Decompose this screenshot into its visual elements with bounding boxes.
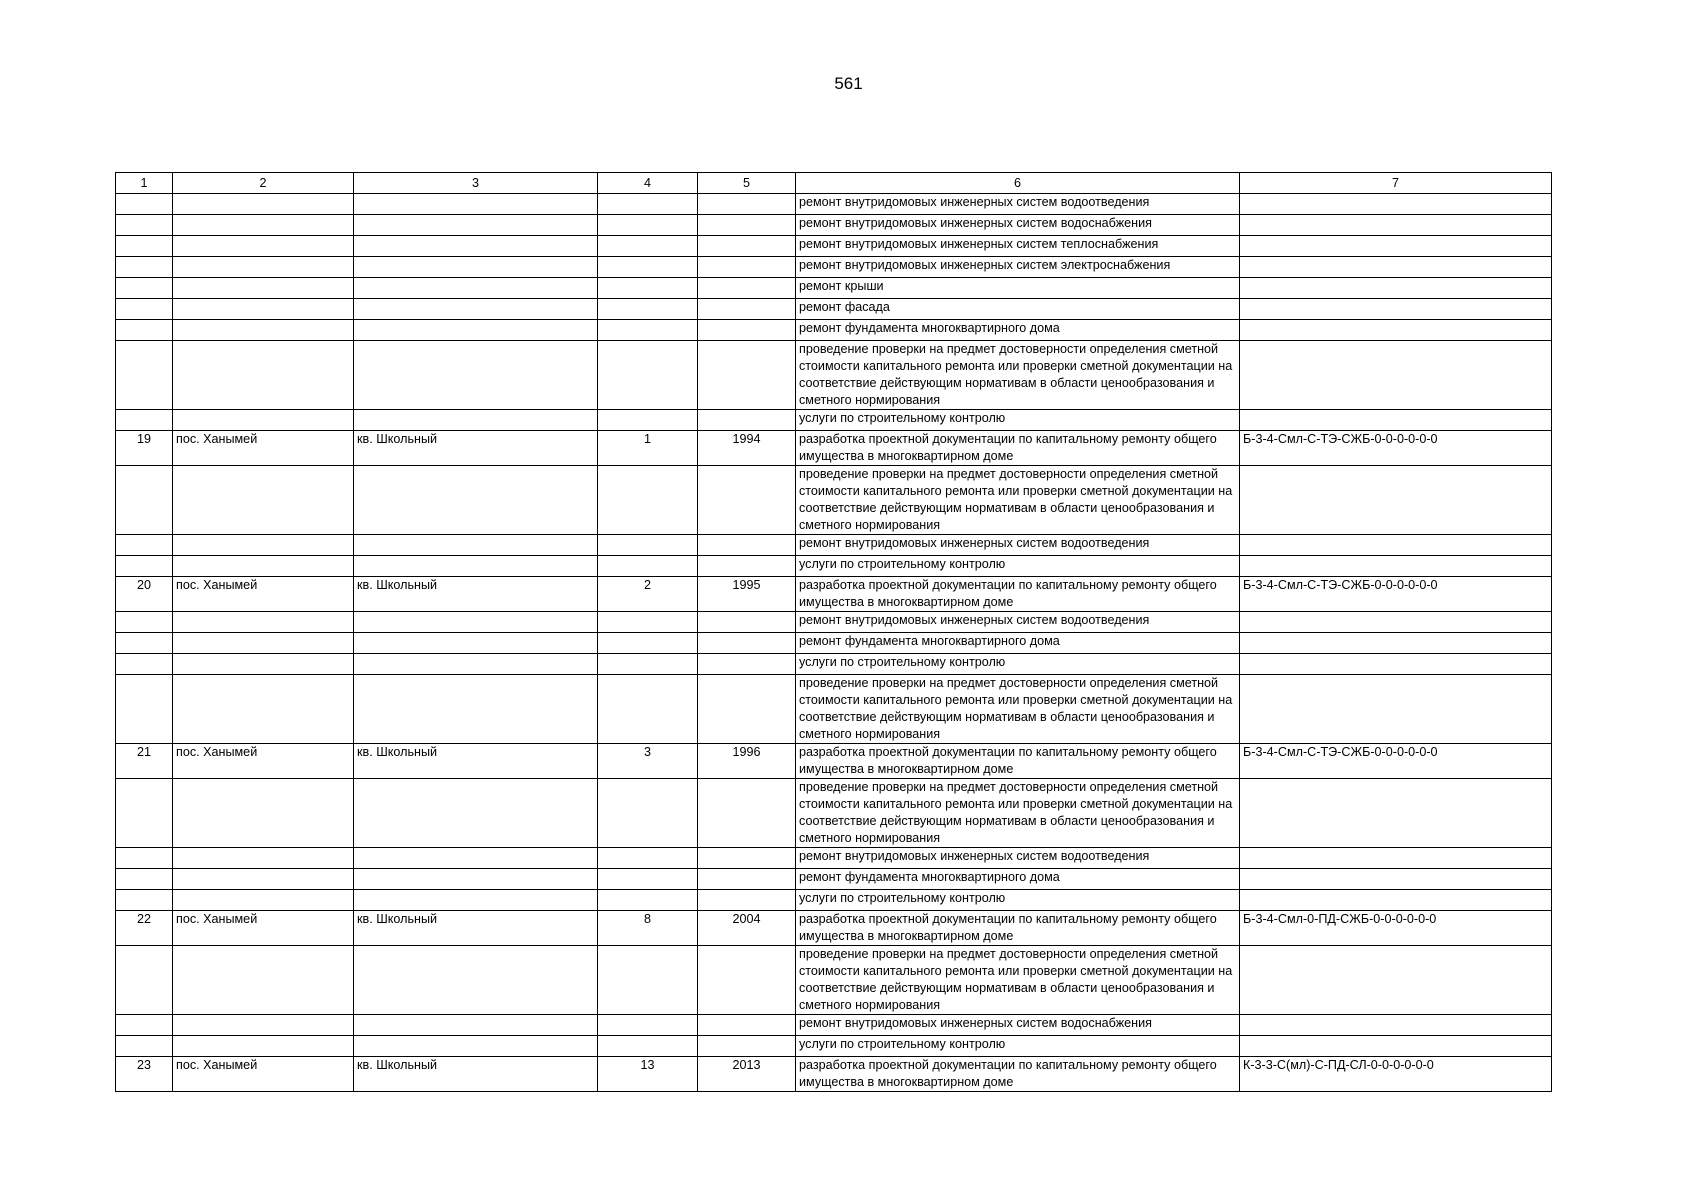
cell-settlement: пос. Ханымей — [173, 911, 354, 946]
cell-code — [1240, 466, 1552, 535]
cell-street — [354, 535, 598, 556]
cell-house: 3 — [598, 744, 698, 779]
cell-street — [354, 654, 598, 675]
cell-work-type: ремонт внутридомовых инженерных систем теплоснабжения — [796, 236, 1240, 257]
table-row — [116, 1015, 1552, 1036]
cell-street — [354, 299, 598, 320]
cell-year — [698, 848, 796, 869]
column-number-row — [116, 173, 1552, 194]
table-row — [116, 320, 1552, 341]
cell-year — [698, 466, 796, 535]
cell-code — [1240, 215, 1552, 236]
cell-number — [116, 946, 173, 1015]
cell-house: 13 — [598, 1057, 698, 1092]
cell-settlement — [173, 633, 354, 654]
cell-house — [598, 341, 698, 410]
cell-year — [698, 1036, 796, 1057]
table-row — [116, 535, 1552, 556]
cell-street — [354, 1015, 598, 1036]
cell-house — [598, 1036, 698, 1057]
cell-street — [354, 556, 598, 577]
cell-code — [1240, 869, 1552, 890]
cell-settlement — [173, 654, 354, 675]
cell-number: 21 — [116, 744, 173, 779]
cell-work-type: разработка проектной документации по капитальному ремонту общего имущества в многоквартирном доме — [796, 1057, 1240, 1092]
cell-year: 1995 — [698, 577, 796, 612]
cell-street — [354, 341, 598, 410]
table-row — [116, 431, 1552, 466]
cell-year: 2004 — [698, 911, 796, 946]
table-row — [116, 257, 1552, 278]
cell-street — [354, 410, 598, 431]
cell-house — [598, 779, 698, 848]
cell-street — [354, 633, 598, 654]
cell-year: 2013 — [698, 1057, 796, 1092]
cell-settlement — [173, 946, 354, 1015]
cell-code — [1240, 946, 1552, 1015]
cell-settlement — [173, 556, 354, 577]
cell-street — [354, 946, 598, 1015]
cell-code — [1240, 1036, 1552, 1057]
cell-work-type: услуги по строительному контролю — [796, 654, 1240, 675]
cell-code — [1240, 1015, 1552, 1036]
cell-number: 23 — [116, 1057, 173, 1092]
cell-work-type: проведение проверки на предмет достоверности определения сметной стоимости капитального ремонта или проверки сметной документации на соответствие действующим нормативам в области ценообразования и сметного нормирования — [796, 466, 1240, 535]
cell-house — [598, 633, 698, 654]
cell-year — [698, 257, 796, 278]
cell-code — [1240, 612, 1552, 633]
cell-year — [698, 215, 796, 236]
cell-settlement — [173, 257, 354, 278]
cell-code — [1240, 410, 1552, 431]
cell-number — [116, 215, 173, 236]
cell-number — [116, 236, 173, 257]
cell-street — [354, 869, 598, 890]
cell-work-type: ремонт фундамента многоквартирного дома — [796, 320, 1240, 341]
cell-code: Б-3-4-Смл-0-ПД-СЖБ-0-0-0-0-0-0 — [1240, 911, 1552, 946]
cell-code — [1240, 675, 1552, 744]
cell-settlement — [173, 1036, 354, 1057]
cell-settlement — [173, 410, 354, 431]
cell-street — [354, 320, 598, 341]
table-row — [116, 577, 1552, 612]
table-row — [116, 466, 1552, 535]
cell-code — [1240, 633, 1552, 654]
cell-year — [698, 612, 796, 633]
cell-house — [598, 946, 698, 1015]
cell-street — [354, 1036, 598, 1057]
cell-settlement — [173, 869, 354, 890]
cell-number — [116, 466, 173, 535]
cell-street — [354, 278, 598, 299]
cell-code — [1240, 890, 1552, 911]
cell-street — [354, 612, 598, 633]
cell-work-type: проведение проверки на предмет достоверности определения сметной стоимости капитального ремонта или проверки сметной документации на соответствие действующим нормативам в области ценообразования и сметного нормирования — [796, 946, 1240, 1015]
cell-house — [598, 556, 698, 577]
page-number: 561 — [834, 74, 863, 93]
cell-year — [698, 1015, 796, 1036]
cell-settlement — [173, 779, 354, 848]
column-header: 7 — [1240, 173, 1552, 194]
cell-number — [116, 869, 173, 890]
cell-work-type: ремонт внутридомовых инженерных систем водоотведения — [796, 535, 1240, 556]
cell-work-type: разработка проектной документации по капитальному ремонту общего имущества в многоквартирном доме — [796, 744, 1240, 779]
cell-street — [354, 890, 598, 911]
cell-year — [698, 194, 796, 215]
cell-work-type: ремонт фундамента многоквартирного дома — [796, 633, 1240, 654]
cell-house — [598, 257, 698, 278]
cell-year — [698, 946, 796, 1015]
table-row — [116, 848, 1552, 869]
cell-house — [598, 869, 698, 890]
cell-code — [1240, 341, 1552, 410]
cell-house — [598, 890, 698, 911]
table-row — [116, 654, 1552, 675]
cell-house — [598, 215, 698, 236]
cell-number — [116, 848, 173, 869]
cell-code — [1240, 257, 1552, 278]
cell-year — [698, 299, 796, 320]
column-header: 4 — [598, 173, 698, 194]
cell-street — [354, 194, 598, 215]
cell-house — [598, 654, 698, 675]
cell-house — [598, 410, 698, 431]
table-row — [116, 236, 1552, 257]
cell-house — [598, 612, 698, 633]
cell-number — [116, 320, 173, 341]
cell-settlement — [173, 1015, 354, 1036]
column-header: 5 — [698, 173, 796, 194]
cell-number: 22 — [116, 911, 173, 946]
cell-year — [698, 869, 796, 890]
table-row — [116, 744, 1552, 779]
cell-work-type: ремонт крыши — [796, 278, 1240, 299]
table-body — [116, 194, 1552, 1092]
cell-code: К-3-3-С(мл)-С-ПД-СЛ-0-0-0-0-0-0 — [1240, 1057, 1552, 1092]
column-header: 2 — [173, 173, 354, 194]
cell-street — [354, 675, 598, 744]
cell-settlement: пос. Ханымей — [173, 744, 354, 779]
table-row — [116, 1057, 1552, 1092]
cell-street — [354, 215, 598, 236]
cell-house — [598, 535, 698, 556]
cell-work-type: ремонт внутридомовых инженерных систем водоснабжения — [796, 1015, 1240, 1036]
cell-code: Б-3-4-Смл-С-ТЭ-СЖБ-0-0-0-0-0-0 — [1240, 744, 1552, 779]
cell-number — [116, 278, 173, 299]
cell-work-type: услуги по строительному контролю — [796, 410, 1240, 431]
cell-number — [116, 257, 173, 278]
table-row — [116, 410, 1552, 431]
cell-house — [598, 848, 698, 869]
table-row — [116, 612, 1552, 633]
cell-work-type: ремонт внутридомовых инженерных систем водоснабжения — [796, 215, 1240, 236]
cell-work-type: проведение проверки на предмет достоверности определения сметной стоимости капитального ремонта или проверки сметной документации на соответствие действующим нормативам в области ценообразования и сметного нормирования — [796, 341, 1240, 410]
cell-code: Б-3-4-Смл-С-ТЭ-СЖБ-0-0-0-0-0-0 — [1240, 431, 1552, 466]
cell-work-type: услуги по строительному контролю — [796, 890, 1240, 911]
cell-year: 1994 — [698, 431, 796, 466]
cell-year — [698, 236, 796, 257]
cell-street — [354, 848, 598, 869]
cell-street: кв. Школьный — [354, 744, 598, 779]
table-row — [116, 869, 1552, 890]
cell-street: кв. Школьный — [354, 431, 598, 466]
cell-number — [116, 890, 173, 911]
cell-number: 20 — [116, 577, 173, 612]
cell-number — [116, 675, 173, 744]
cell-number — [116, 556, 173, 577]
cell-settlement: пос. Ханымей — [173, 431, 354, 466]
cell-street: кв. Школьный — [354, 577, 598, 612]
cell-year — [698, 633, 796, 654]
cell-code — [1240, 194, 1552, 215]
cell-street: кв. Школьный — [354, 911, 598, 946]
cell-number — [116, 779, 173, 848]
cell-code — [1240, 320, 1552, 341]
cell-number — [116, 633, 173, 654]
cell-number — [116, 410, 173, 431]
cell-year — [698, 341, 796, 410]
cell-work-type: разработка проектной документации по капитальному ремонту общего имущества в многоквартирном доме — [796, 911, 1240, 946]
cell-work-type: ремонт внутридомовых инженерных систем водоотведения — [796, 194, 1240, 215]
table-row — [116, 911, 1552, 946]
cell-number — [116, 1015, 173, 1036]
table-row — [116, 278, 1552, 299]
cell-work-type: разработка проектной документации по капитальному ремонту общего имущества в многоквартирном доме — [796, 577, 1240, 612]
table-row — [116, 299, 1552, 320]
cell-year — [698, 278, 796, 299]
cell-settlement — [173, 848, 354, 869]
cell-settlement — [173, 278, 354, 299]
cell-settlement — [173, 466, 354, 535]
cell-work-type: ремонт внутридомовых инженерных систем электроснабжения — [796, 257, 1240, 278]
cell-code: Б-3-4-Смл-С-ТЭ-СЖБ-0-0-0-0-0-0 — [1240, 577, 1552, 612]
table-row — [116, 1036, 1552, 1057]
cell-number — [116, 1036, 173, 1057]
table-row — [116, 194, 1552, 215]
column-header: 3 — [354, 173, 598, 194]
cell-settlement — [173, 890, 354, 911]
cell-street — [354, 257, 598, 278]
cell-code — [1240, 654, 1552, 675]
cell-house — [598, 299, 698, 320]
cell-code — [1240, 779, 1552, 848]
cell-work-type: проведение проверки на предмет достоверности определения сметной стоимости капитального ремонта или проверки сметной документации на соответствие действующим нормативам в области ценообразования и сметного нормирования — [796, 675, 1240, 744]
cell-house: 2 — [598, 577, 698, 612]
cell-work-type: услуги по строительному контролю — [796, 556, 1240, 577]
cell-street: кв. Школьный — [354, 1057, 598, 1092]
cell-number — [116, 612, 173, 633]
cell-number — [116, 654, 173, 675]
cell-house — [598, 320, 698, 341]
table-row — [116, 946, 1552, 1015]
cell-number — [116, 341, 173, 410]
cell-number — [116, 535, 173, 556]
cell-house: 1 — [598, 431, 698, 466]
cell-work-type: услуги по строительному контролю — [796, 1036, 1240, 1057]
cell-settlement — [173, 194, 354, 215]
cell-house — [598, 675, 698, 744]
cell-house — [598, 466, 698, 535]
cell-year — [698, 654, 796, 675]
repair-schedule-table — [115, 172, 1552, 1092]
cell-settlement — [173, 535, 354, 556]
cell-code — [1240, 299, 1552, 320]
cell-year: 1996 — [698, 744, 796, 779]
cell-house — [598, 278, 698, 299]
cell-work-type: разработка проектной документации по капитальному ремонту общего имущества в многоквартирном доме — [796, 431, 1240, 466]
cell-house — [598, 236, 698, 257]
cell-number — [116, 299, 173, 320]
cell-settlement — [173, 236, 354, 257]
cell-code — [1240, 236, 1552, 257]
cell-street — [354, 466, 598, 535]
cell-year — [698, 890, 796, 911]
cell-code — [1240, 848, 1552, 869]
cell-work-type: ремонт внутридомовых инженерных систем водоотведения — [796, 848, 1240, 869]
table-row — [116, 556, 1552, 577]
cell-house — [598, 194, 698, 215]
cell-code — [1240, 535, 1552, 556]
cell-year — [698, 779, 796, 848]
table-row — [116, 215, 1552, 236]
table-row — [116, 341, 1552, 410]
cell-settlement — [173, 215, 354, 236]
cell-year — [698, 410, 796, 431]
cell-settlement — [173, 299, 354, 320]
table-row — [116, 890, 1552, 911]
cell-work-type: ремонт фасада — [796, 299, 1240, 320]
cell-settlement: пос. Ханымей — [173, 1057, 354, 1092]
cell-settlement — [173, 320, 354, 341]
cell-year — [698, 535, 796, 556]
column-header: 1 — [116, 173, 173, 194]
cell-street — [354, 779, 598, 848]
table-row — [116, 633, 1552, 654]
cell-year — [698, 675, 796, 744]
cell-code — [1240, 278, 1552, 299]
cell-work-type: ремонт внутридомовых инженерных систем водоотведения — [796, 612, 1240, 633]
cell-settlement: пос. Ханымей — [173, 577, 354, 612]
cell-work-type: ремонт фундамента многоквартирного дома — [796, 869, 1240, 890]
cell-year — [698, 320, 796, 341]
cell-settlement — [173, 675, 354, 744]
column-header: 6 — [796, 173, 1240, 194]
table-row — [116, 779, 1552, 848]
cell-number: 19 — [116, 431, 173, 466]
cell-settlement — [173, 612, 354, 633]
cell-house: 8 — [598, 911, 698, 946]
cell-street — [354, 236, 598, 257]
cell-code — [1240, 556, 1552, 577]
table-row — [116, 675, 1552, 744]
cell-work-type: проведение проверки на предмет достоверности определения сметной стоимости капитального ремонта или проверки сметной документации на соответствие действующим нормативам в области ценообразования и сметного нормирования — [796, 779, 1240, 848]
cell-number — [116, 194, 173, 215]
cell-settlement — [173, 341, 354, 410]
cell-house — [598, 1015, 698, 1036]
cell-year — [698, 556, 796, 577]
